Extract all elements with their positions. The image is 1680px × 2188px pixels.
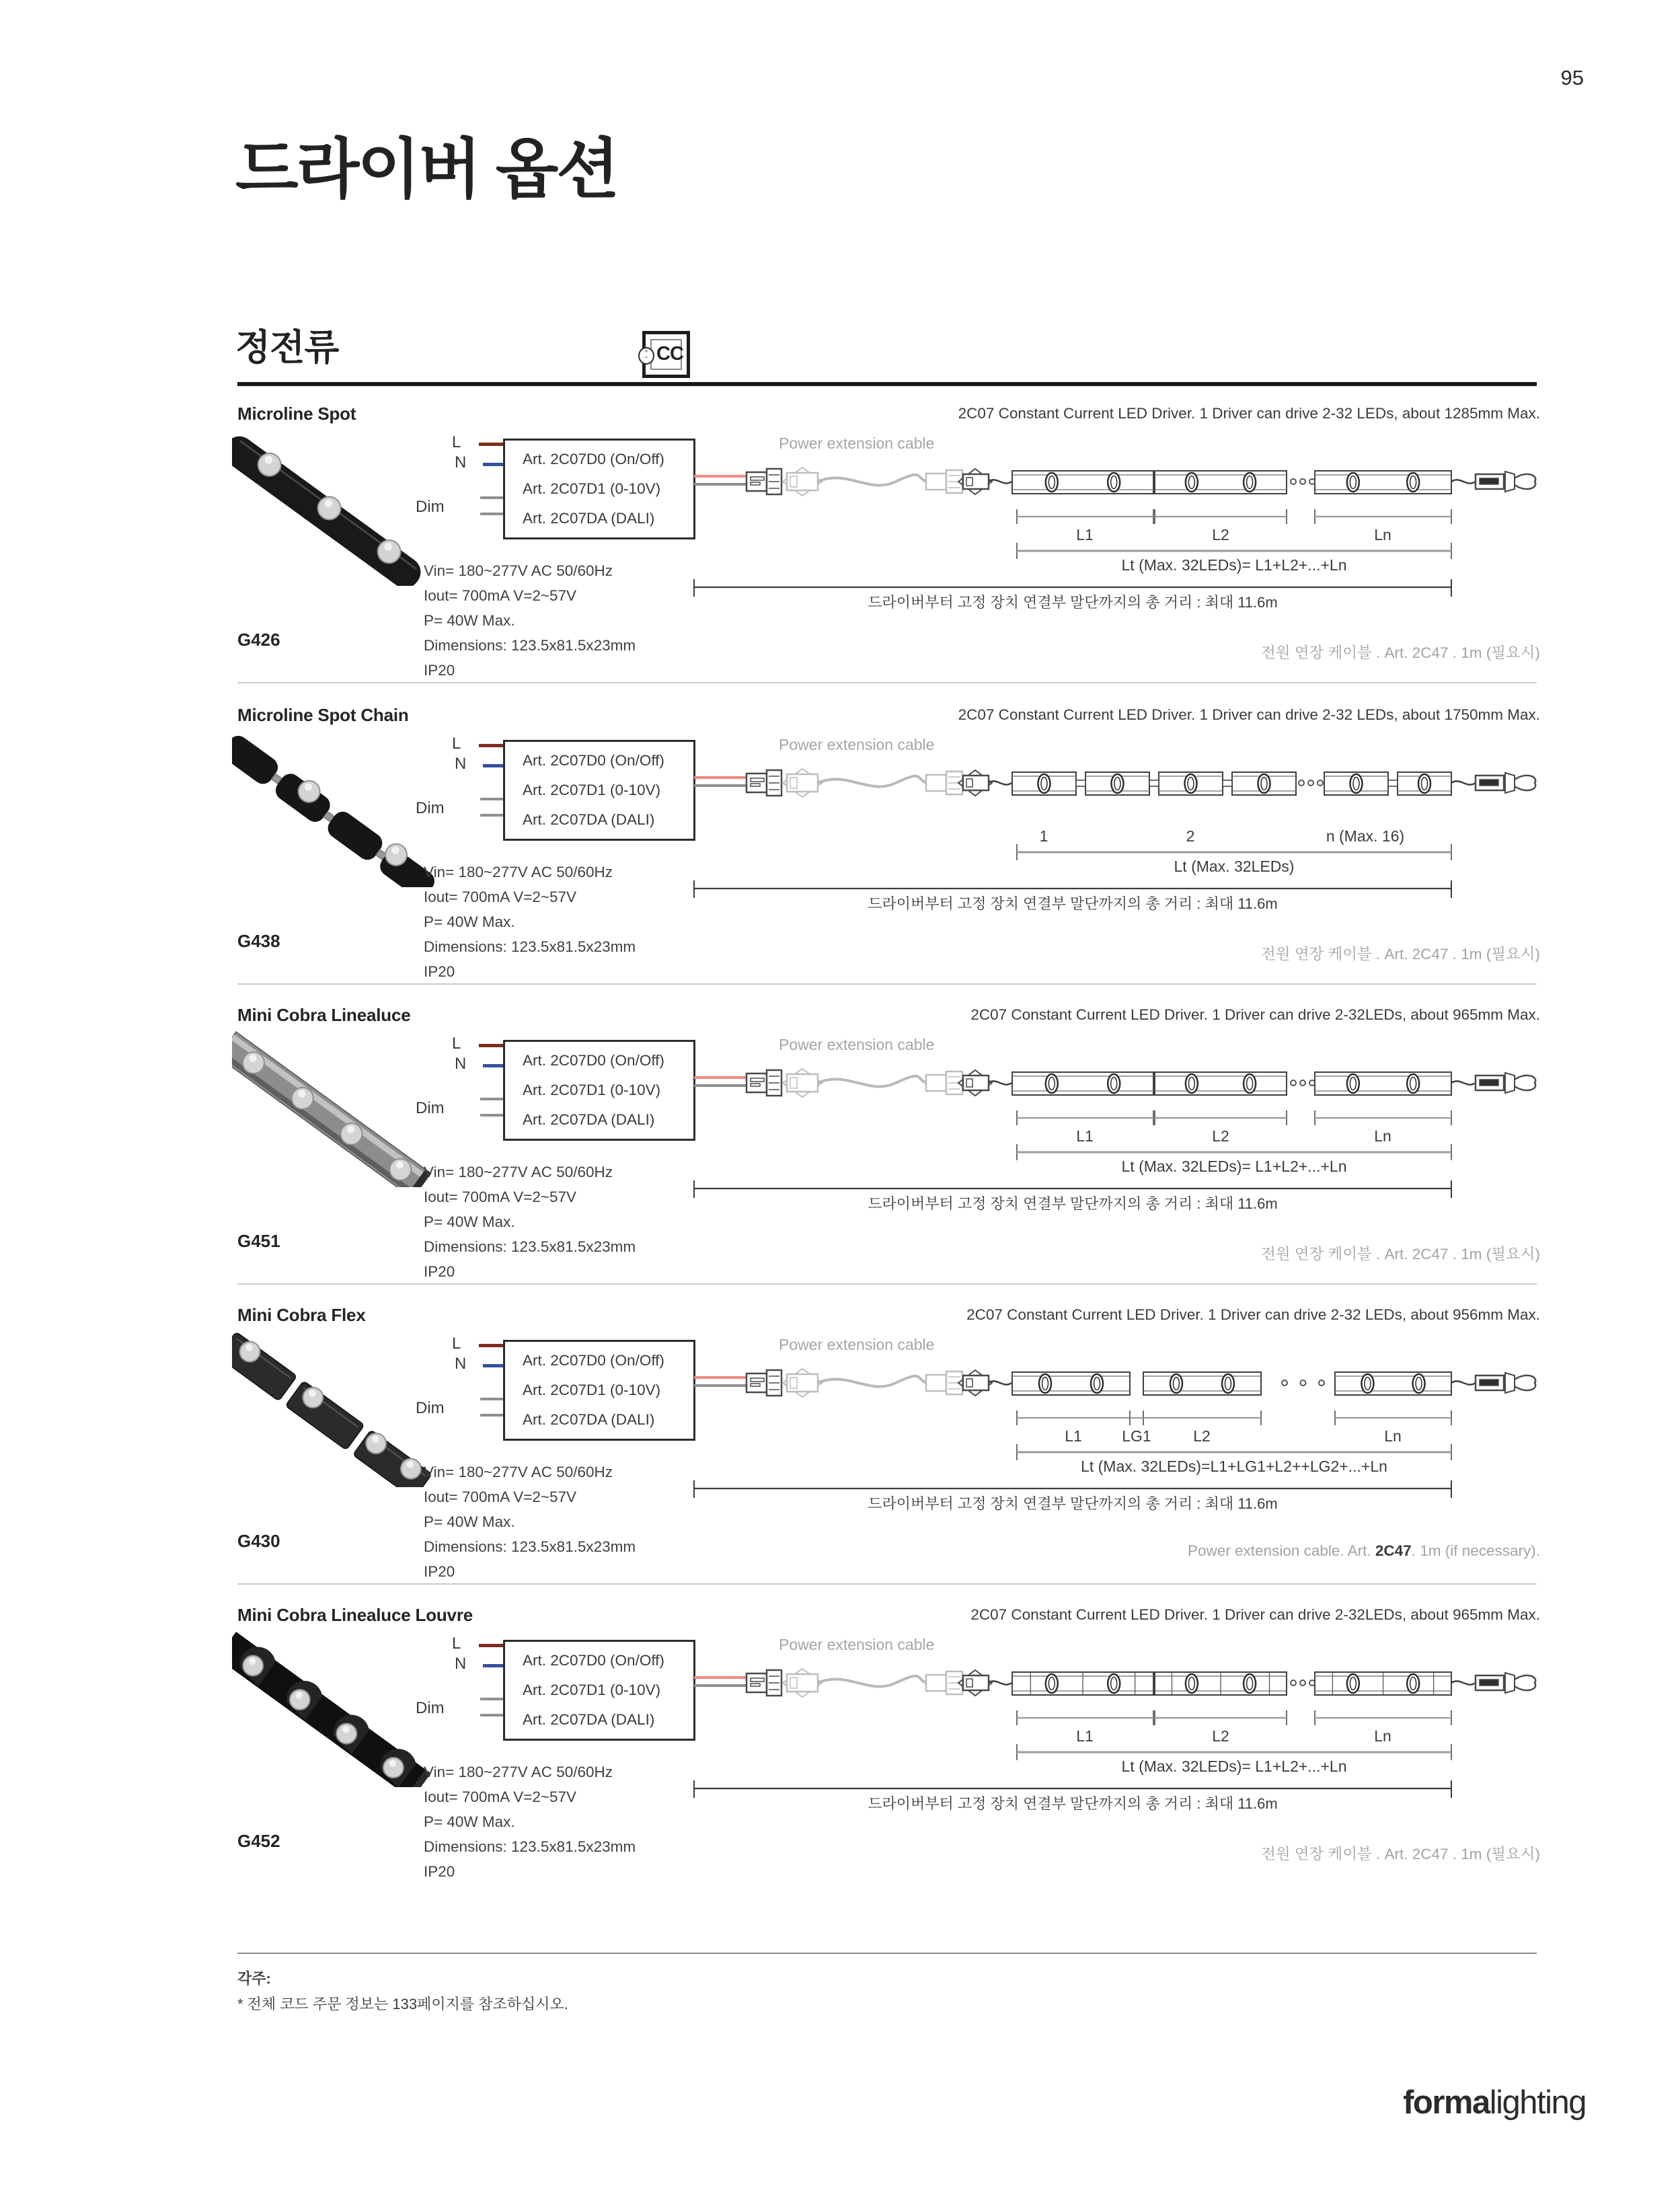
segment-label: LG1 — [1122, 1427, 1151, 1445]
driver-description: 2C07 Constant Current LED Driver. 1 Driver can drive 2-32 LEDs, about 1750mm Max. — [958, 706, 1540, 723]
segment-label: 2 — [1186, 827, 1195, 845]
extension-note-art: 2C47 — [1375, 1542, 1412, 1559]
total-distance-note: 드라이버부터 고정 장치 연결부 말단까지의 총 거리 : 최대 11.6m — [868, 1195, 1278, 1212]
spec-ip: IP20 — [424, 1563, 455, 1580]
segment-label: L2 — [1193, 1427, 1211, 1445]
driver-article-dali: Art. 2C07DA (DALI) — [523, 510, 655, 527]
driver-article-0-10v: Art. 2C07D1 (0-10V) — [523, 782, 661, 798]
section-divider — [237, 1283, 1537, 1285]
segment-label: L1 — [1065, 1427, 1082, 1445]
spec-iout: Iout= 700mA V=2~57V — [424, 1788, 577, 1805]
dim-wire-2 — [480, 1114, 503, 1117]
live-wire — [479, 1044, 503, 1047]
neutral-wire — [483, 764, 503, 767]
extension-note-pre: 전원 연장 케이블 . Art. 2C47 . 1m (필요시) — [1261, 946, 1540, 963]
spec-vin: Vin= 180~277V AC 50/60Hz — [424, 864, 613, 880]
spec-dimensions: Dimensions: 123.5x81.5x23mm — [424, 938, 636, 955]
driver-article-onoff: Art. 2C07D0 (On/Off) — [523, 1052, 664, 1069]
driver-article-box — [503, 1340, 695, 1441]
total-distance-note: 드라이버부터 고정 장치 연결부 말단까지의 총 거리 : 최대 11.6m — [868, 1795, 1278, 1812]
dim-wire-label: Dim — [416, 1399, 445, 1417]
driver-article-dali: Art. 2C07DA (DALI) — [523, 1411, 655, 1428]
driver-article-0-10v: Art. 2C07D1 (0-10V) — [523, 1082, 661, 1098]
neutral-wire — [483, 1064, 503, 1067]
extension-note-pre: 전원 연장 케이블 . Art. 2C47 . 1m (필요시) — [1261, 1846, 1540, 1862]
product-image — [232, 428, 441, 586]
led-run-diagram — [693, 461, 1594, 619]
live-wire — [479, 744, 503, 747]
live-wire-label: L — [452, 1334, 461, 1353]
driver-article-onoff: Art. 2C07D0 (On/Off) — [523, 1652, 664, 1669]
segment-label: n (Max. 16) — [1326, 827, 1405, 845]
driver-description: 2C07 Constant Current LED Driver. 1 Driver can drive 2-32LEDs, about 965mm Max. — [970, 1006, 1540, 1023]
cc-icon-label: CC — [656, 343, 683, 365]
product-section — [0, 705, 1680, 1005]
dim-wire-label: Dim — [416, 1699, 445, 1717]
dim-wire-label: Dim — [416, 1099, 445, 1117]
dim-wire-1 — [480, 1398, 503, 1400]
footnote-heading: 각주: — [237, 1970, 271, 1987]
spec-vin: Vin= 180~277V AC 50/60Hz — [424, 1164, 613, 1180]
section-divider — [237, 1583, 1537, 1585]
group-heading: 정전류 — [235, 328, 339, 368]
segment-label: Ln — [1374, 1727, 1391, 1745]
brand-logo — [1403, 2084, 1586, 2121]
power-extension-cable-label: Power extension cable — [779, 435, 935, 452]
driver-article-onoff: Art. 2C07D0 (On/Off) — [523, 451, 664, 467]
dim-wire-label: Dim — [416, 498, 445, 516]
power-extension-cable-label: Power extension cable — [779, 1036, 935, 1053]
model-code: G430 — [237, 1531, 280, 1551]
extension-cable-note — [1261, 942, 1540, 964]
power-extension-cable-label: Power extension cable — [779, 736, 935, 753]
spec-ip: IP20 — [424, 662, 455, 679]
product-section — [0, 1605, 1680, 1905]
product-name: Microline Spot — [237, 404, 356, 424]
driver-article-box — [503, 740, 695, 841]
lt-formula-label: Lt (Max. 32LEDs)= L1+L2+...+Ln — [1121, 1758, 1347, 1775]
brand-logo-light: lighting — [1489, 2084, 1586, 2121]
driver-description: 2C07 Constant Current LED Driver. 1 Driver can drive 2-32LEDs, about 965mm Max. — [970, 1606, 1540, 1623]
spec-power: P= 40W Max. — [424, 1513, 515, 1530]
segment-label: L2 — [1212, 1727, 1229, 1745]
live-wire — [479, 1344, 503, 1347]
product-image — [232, 1629, 441, 1787]
led-run-diagram — [693, 1662, 1594, 1820]
spec-power: P= 40W Max. — [424, 1213, 515, 1230]
segment-label: L2 — [1212, 526, 1229, 543]
driver-article-dali: Art. 2C07DA (DALI) — [523, 1711, 655, 1728]
live-wire-label: L — [452, 1634, 461, 1653]
spec-list — [424, 1760, 636, 1884]
page-number: 95 — [1560, 66, 1584, 89]
spec-iout: Iout= 700mA V=2~57V — [424, 1488, 577, 1505]
dim-wire-2 — [480, 1714, 503, 1717]
segment-label: Ln — [1374, 526, 1391, 543]
neutral-wire-label: N — [455, 1655, 467, 1673]
product-section — [0, 1005, 1680, 1305]
dim-wire-1 — [480, 1698, 503, 1700]
spec-vin: Vin= 180~277V AC 50/60Hz — [424, 1764, 613, 1780]
neutral-wire — [483, 463, 503, 466]
spec-list — [424, 1160, 636, 1284]
constant-current-icon — [642, 331, 690, 378]
lt-formula-label: Lt (Max. 32LEDs)= L1+L2+...+Ln — [1121, 1158, 1347, 1175]
neutral-wire — [483, 1664, 503, 1667]
product-name: Mini Cobra Flex — [237, 1305, 366, 1325]
footnote-text: * 전체 코드 주문 정보는 133페이지를 참조하십시오. — [237, 1996, 568, 2012]
product-section — [0, 404, 1680, 704]
spec-ip: IP20 — [424, 963, 455, 980]
product-image — [232, 1029, 441, 1187]
spec-dimensions: Dimensions: 123.5x81.5x23mm — [424, 1238, 636, 1255]
neutral-wire-label: N — [455, 1355, 467, 1373]
spec-vin: Vin= 180~277V AC 50/60Hz — [424, 562, 613, 579]
live-wire-label: L — [452, 734, 461, 753]
neutral-wire-label: N — [455, 1055, 467, 1073]
cc-icon-source-symbol: + − — [638, 347, 654, 365]
spec-power: P= 40W Max. — [424, 913, 515, 930]
driver-article-0-10v: Art. 2C07D1 (0-10V) — [523, 1682, 661, 1698]
led-run-diagram — [693, 762, 1594, 920]
segment-label: Ln — [1374, 1127, 1391, 1145]
segment-label: L2 — [1212, 1127, 1229, 1145]
segment-label: L1 — [1076, 526, 1094, 543]
driver-article-onoff: Art. 2C07D0 (On/Off) — [523, 752, 664, 769]
live-wire — [479, 443, 503, 446]
spec-power: P= 40W Max. — [424, 612, 515, 629]
extension-note-pre: 전원 연장 케이블 . Art. 2C47 . 1m (필요시) — [1261, 1246, 1540, 1262]
spec-dimensions: Dimensions: 123.5x81.5x23mm — [424, 637, 636, 654]
spec-iout: Iout= 700mA V=2~57V — [424, 587, 577, 604]
product-name: Microline Spot Chain — [237, 705, 409, 725]
product-image — [232, 1329, 441, 1487]
driver-article-dali: Art. 2C07DA (DALI) — [523, 1111, 655, 1128]
total-distance-note: 드라이버부터 고정 장치 연결부 말단까지의 총 거리 : 최대 11.6m — [868, 895, 1278, 912]
driver-article-dali: Art. 2C07DA (DALI) — [523, 811, 655, 828]
live-wire-label: L — [452, 1034, 461, 1053]
dim-wire-label: Dim — [416, 799, 445, 817]
extension-note-pre: 전원 연장 케이블 . Art. 2C47 . 1m (필요시) — [1261, 644, 1540, 661]
power-extension-cable-label: Power extension cable — [779, 1636, 935, 1653]
extension-cable-note — [1261, 1242, 1540, 1264]
product-section — [0, 1305, 1680, 1605]
product-name: Mini Cobra Linealuce — [237, 1005, 411, 1025]
extension-note-pre: Power extension cable. Art. — [1188, 1542, 1375, 1559]
driver-description: 2C07 Constant Current LED Driver. 1 Driver can drive 2-32 LEDs, about 1285mm Max. — [958, 405, 1540, 422]
extension-cable-note — [1261, 641, 1540, 663]
dim-wire-1 — [480, 1098, 503, 1100]
driver-article-0-10v: Art. 2C07D1 (0-10V) — [523, 480, 661, 497]
lt-formula-label: Lt (Max. 32LEDs)= L1+L2+...+Ln — [1121, 556, 1347, 574]
spec-dimensions: Dimensions: 123.5x81.5x23mm — [424, 1838, 636, 1855]
spec-iout: Iout= 700mA V=2~57V — [424, 1189, 577, 1205]
model-code: G451 — [237, 1231, 280, 1251]
product-image — [232, 729, 441, 887]
dim-wire-2 — [480, 1414, 503, 1417]
extension-cable-note — [1261, 1842, 1540, 1864]
spec-vin: Vin= 180~277V AC 50/60Hz — [424, 1464, 613, 1480]
extension-note-post: . 1m (if necessary). — [1411, 1542, 1540, 1559]
neutral-wire-label: N — [455, 453, 467, 471]
driver-article-box — [503, 1040, 695, 1141]
led-run-diagram — [693, 1062, 1594, 1220]
lt-formula-label: Lt (Max. 32LEDs)=L1+LG1+L2++LG2+...+Ln — [1081, 1458, 1387, 1475]
driver-article-0-10v: Art. 2C07D1 (0-10V) — [523, 1382, 661, 1398]
footnote-rule — [237, 1953, 1537, 1954]
section-divider — [237, 682, 1537, 683]
total-distance-note: 드라이버부터 고정 장치 연결부 말단까지의 총 거리 : 최대 11.6m — [868, 1495, 1278, 1512]
spec-ip: IP20 — [424, 1263, 455, 1280]
model-code: G452 — [237, 1831, 280, 1851]
dim-wire-2 — [480, 513, 503, 515]
live-wire-label: L — [452, 433, 461, 451]
spec-dimensions: Dimensions: 123.5x81.5x23mm — [424, 1538, 636, 1555]
model-code: G438 — [237, 931, 280, 951]
brand-logo-bold: forma — [1403, 2084, 1490, 2121]
total-distance-note: 드라이버부터 고정 장치 연결부 말단까지의 총 거리 : 최대 11.6m — [868, 594, 1278, 611]
driver-article-onoff: Art. 2C07D0 (On/Off) — [523, 1352, 664, 1369]
driver-article-box — [503, 439, 695, 539]
live-wire — [479, 1644, 503, 1647]
segment-label: 1 — [1039, 827, 1048, 845]
dim-wire-1 — [480, 496, 503, 499]
extension-cable-note — [1188, 1542, 1540, 1560]
group-heading-rule — [237, 382, 1537, 386]
neutral-wire-label: N — [455, 755, 467, 773]
spec-power: P= 40W Max. — [424, 1813, 515, 1830]
lt-formula-label: Lt (Max. 32LEDs) — [1174, 858, 1295, 875]
dim-wire-2 — [480, 814, 503, 817]
spec-list — [424, 558, 636, 683]
driver-article-box — [503, 1640, 695, 1741]
segment-label: L1 — [1076, 1127, 1094, 1145]
spec-list — [424, 860, 636, 984]
spec-list — [424, 1460, 636, 1584]
segment-label: Ln — [1384, 1427, 1402, 1445]
segment-label: L1 — [1076, 1727, 1094, 1745]
model-code: G426 — [237, 630, 280, 650]
power-extension-cable-label: Power extension cable — [779, 1336, 935, 1353]
led-run-diagram — [693, 1362, 1594, 1520]
spec-iout: Iout= 700mA V=2~57V — [424, 889, 577, 905]
dim-wire-1 — [480, 798, 503, 800]
spec-ip: IP20 — [424, 1863, 455, 1880]
page-title: 드라이버 옵션 — [235, 133, 618, 206]
driver-description: 2C07 Constant Current LED Driver. 1 Driver can drive 2-32 LEDs, about 956mm Max. — [966, 1306, 1540, 1323]
section-divider — [237, 983, 1537, 985]
product-name: Mini Cobra Linealuce Louvre — [237, 1605, 473, 1625]
neutral-wire — [483, 1364, 503, 1367]
